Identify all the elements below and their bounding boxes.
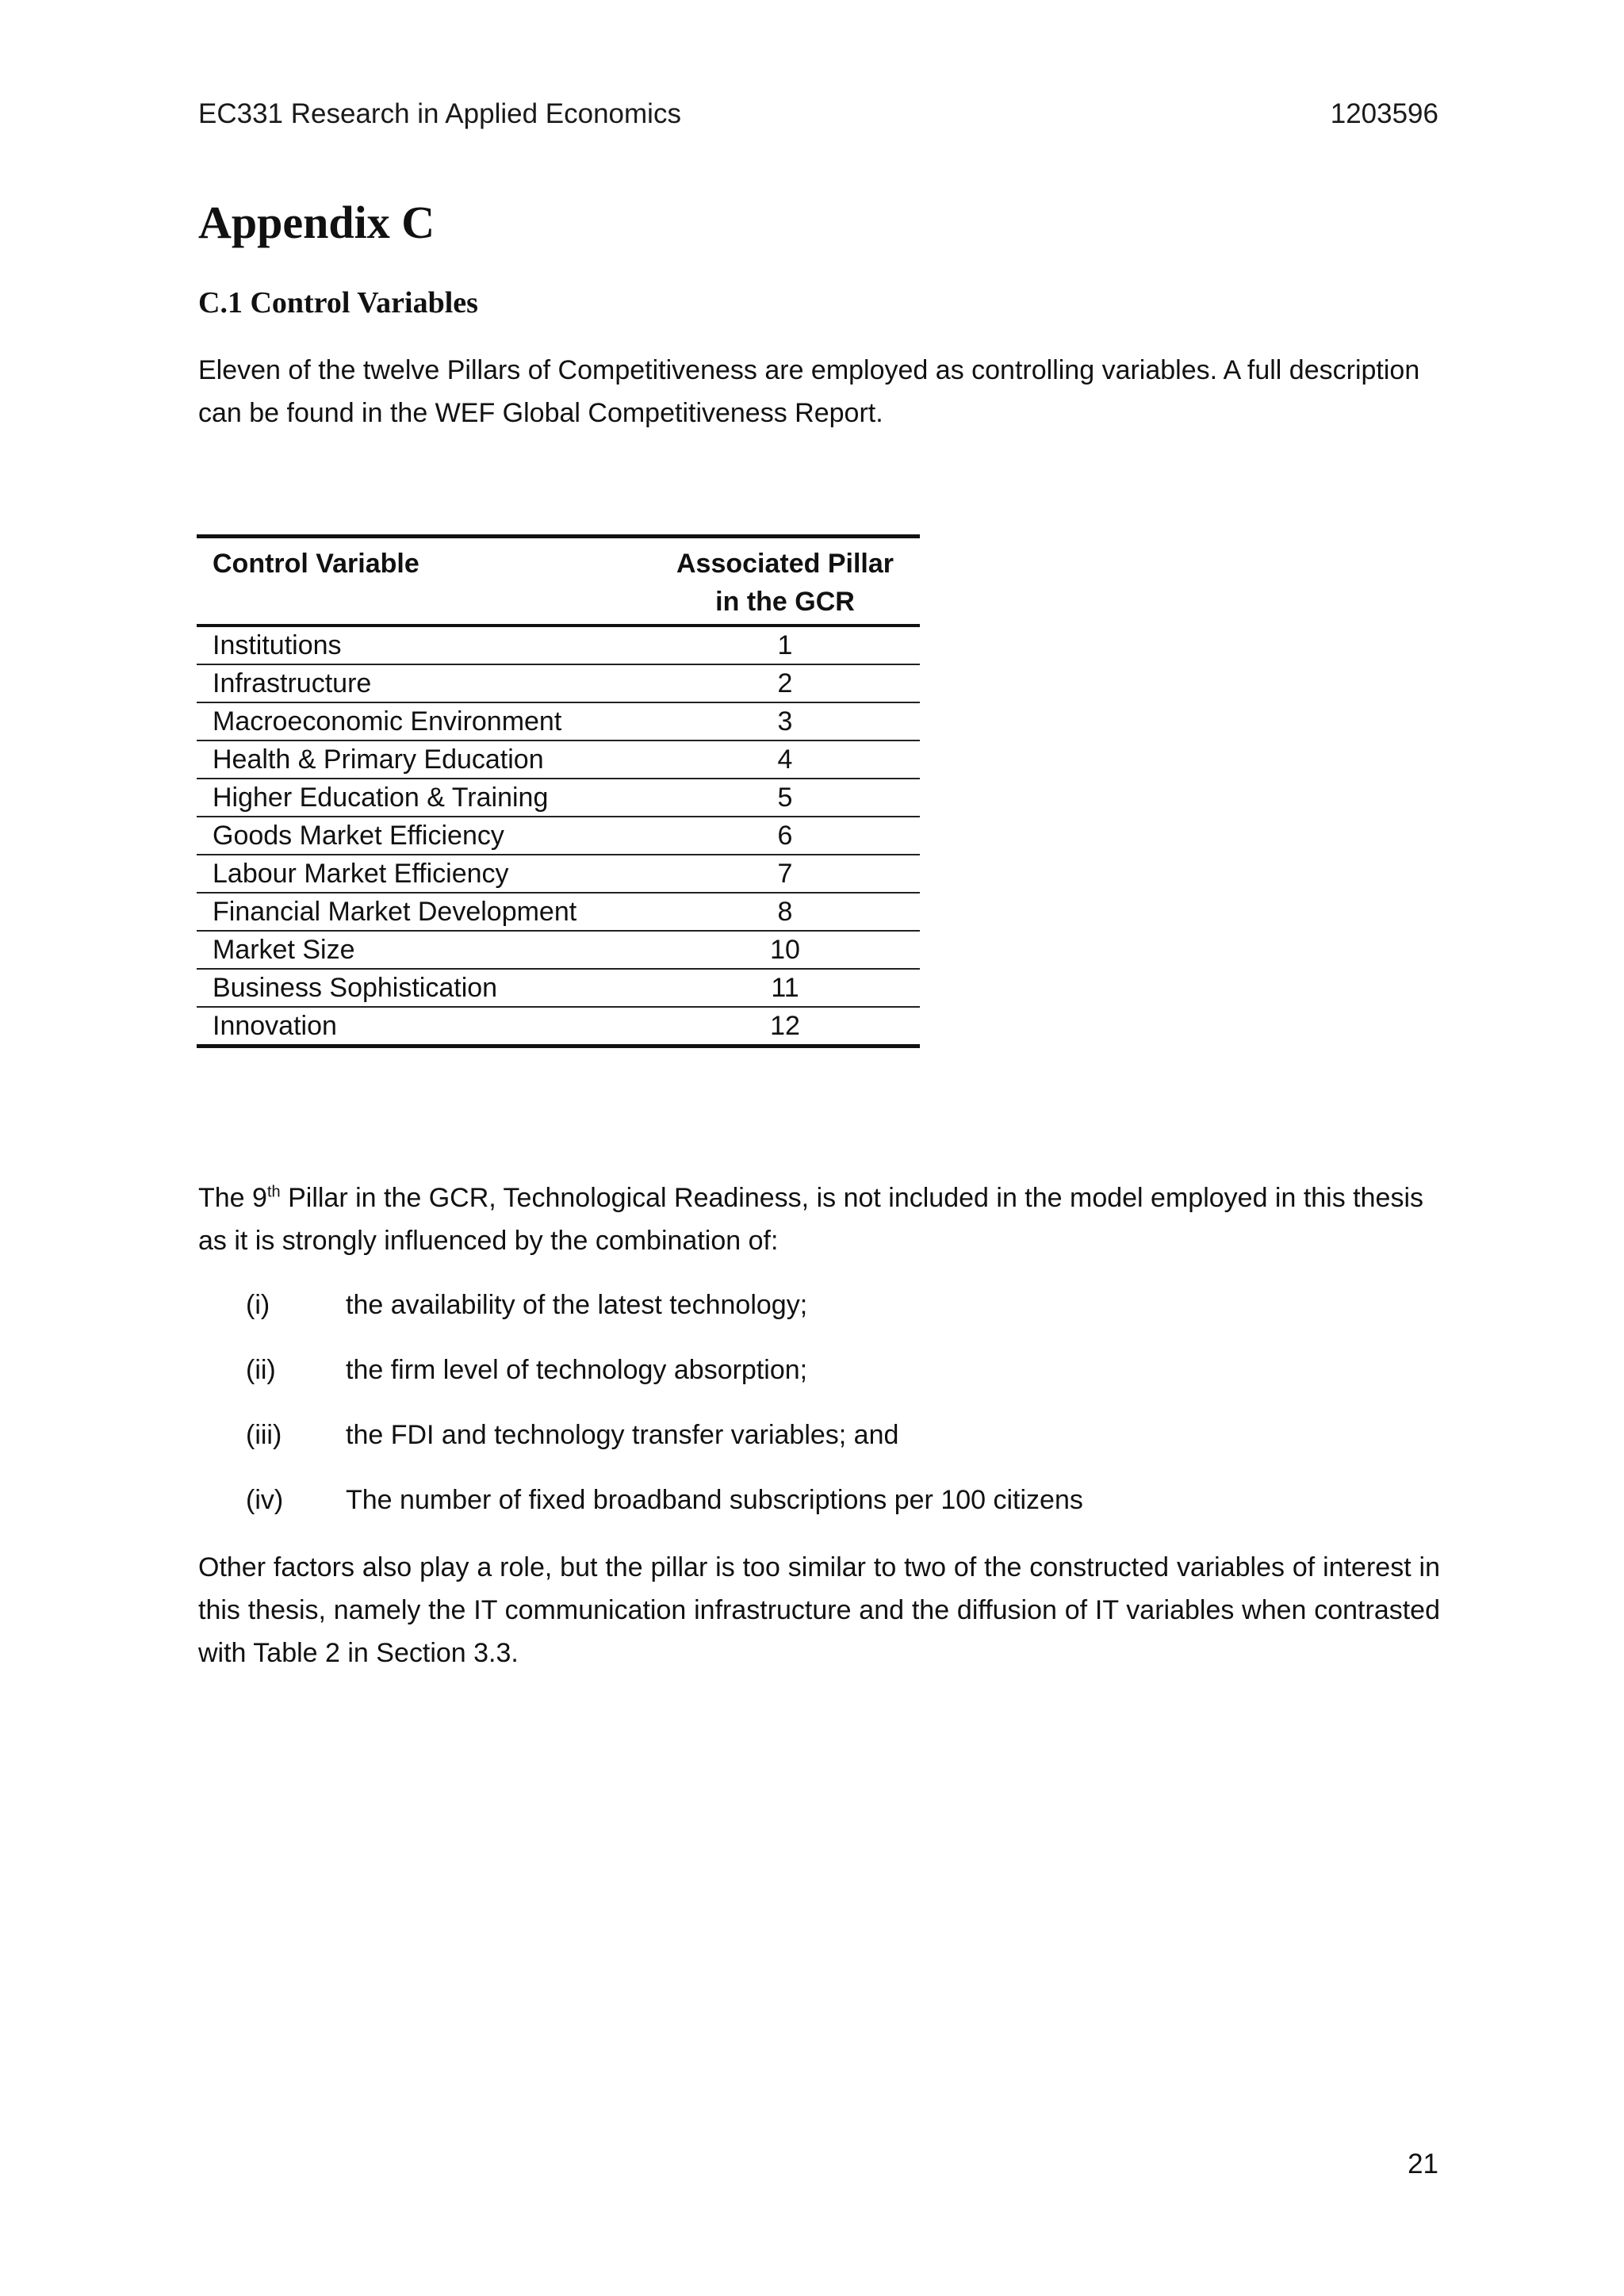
pillar-number-cell: 10	[650, 931, 920, 969]
control-variable-cell: Macroeconomic Environment	[197, 702, 650, 740]
list-item-text: the firm level of technology absorption;	[346, 1355, 808, 1385]
control-variable-cell: Institutions	[197, 626, 650, 664]
control-variable-cell: Goods Market Efficiency	[197, 817, 650, 855]
control-variable-cell: Innovation	[197, 1007, 650, 1047]
table-row	[197, 626, 920, 664]
page-number: 21	[1408, 2149, 1438, 2179]
pillar-number-cell: 11	[650, 969, 920, 1007]
list-item	[198, 1288, 1440, 1353]
control-variable-cell: Market Size	[197, 931, 650, 969]
table-row	[197, 969, 920, 1007]
list-item-number: (iv)	[246, 1485, 284, 1515]
closing-paragraph: Other factors also play a role, but the pillar is too similar to two of the constructed variables of interest in this thesis, namely the IT communication infrastructure and the diffusion of IT variables when contrasted with Table 2 in Section 3.3.	[198, 1552, 1440, 1668]
pillar-number-cell: 1	[650, 626, 920, 664]
table-row	[197, 931, 920, 969]
list-item-number: (i)	[246, 1290, 270, 1320]
table-row	[197, 779, 920, 817]
pillar-number-cell: 2	[650, 664, 920, 702]
table-header-row	[197, 537, 920, 626]
appendix-title: Appendix C	[198, 197, 435, 248]
list-item-number: (iii)	[246, 1420, 282, 1450]
intro-paragraph: Eleven of the twelve Pillars of Competitiveness are employed as controlling variables. A full description can be found in the WEF Global Competitiveness Report.	[198, 355, 1420, 428]
control-variable-cell: Business Sophistication	[197, 969, 650, 1007]
table-row	[197, 702, 920, 740]
pillar-number-cell: 5	[650, 779, 920, 817]
pillar-number-cell: 12	[650, 1007, 920, 1047]
pillar-number-cell: 3	[650, 702, 920, 740]
header-course-title: EC331 Research in Applied Economics	[198, 98, 681, 129]
pillar-number-cell: 7	[650, 855, 920, 893]
list-item	[198, 1353, 1440, 1418]
control-variables-table	[197, 534, 920, 1048]
list-item-text: The number of fixed broadband subscriptions per 100 citizens	[346, 1485, 1083, 1515]
pillar-paragraph	[198, 1177, 1440, 1262]
table-row	[197, 855, 920, 893]
table-row	[197, 817, 920, 855]
list-item	[198, 1418, 1440, 1483]
table-row	[197, 664, 920, 702]
factor-list	[198, 1288, 1440, 1548]
list-item-number: (ii)	[246, 1355, 276, 1385]
pillar-paragraph-prefix: The 9	[198, 1183, 267, 1213]
control-variable-cell: Financial Market Development	[197, 893, 650, 931]
pillar-number-cell: 4	[650, 740, 920, 779]
column-header-control-variable: Control Variable	[197, 537, 650, 626]
list-item-text: the availability of the latest technology;	[346, 1290, 808, 1320]
control-variable-cell: Health & Primary Education	[197, 740, 650, 779]
table-row	[197, 740, 920, 779]
list-item	[198, 1483, 1440, 1548]
header-student-id: 1203596	[1330, 98, 1438, 129]
ordinal-superscript: th	[266, 1183, 281, 1201]
table-row	[197, 893, 920, 931]
list-item-text: the FDI and technology transfer variables; and	[346, 1420, 899, 1450]
table-row	[197, 1007, 920, 1047]
control-variable-cell: Infrastructure	[197, 664, 650, 702]
control-variable-cell: Labour Market Efficiency	[197, 855, 650, 893]
pillar-number-cell: 6	[650, 817, 920, 855]
control-variable-cell: Higher Education & Training	[197, 779, 650, 817]
pillar-paragraph-suffix: Pillar in the GCR, Technological Readiness, is not included in the model employed in this thesis as it is strongly influenced by the combination of:	[198, 1183, 1424, 1256]
pillar-number-cell: 8	[650, 893, 920, 931]
section-heading: C.1 Control Variables	[198, 286, 478, 320]
column-header-associated-pillar: Associated Pillar in the GCR	[650, 537, 920, 626]
